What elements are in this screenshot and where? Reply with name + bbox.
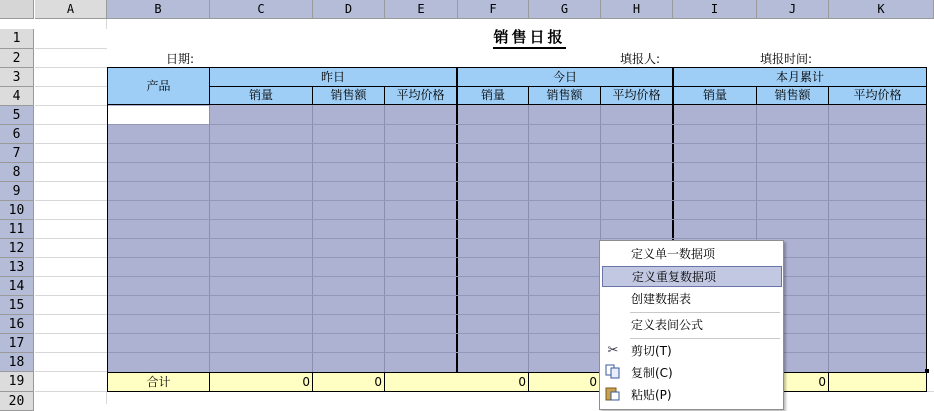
column-header-j[interactable]: J xyxy=(757,0,829,19)
row-header-14[interactable]: 14 xyxy=(0,277,34,296)
row-divider xyxy=(108,333,926,334)
month-qty-header: 销量 xyxy=(702,88,727,102)
context-menu xyxy=(599,240,784,410)
select-all-corner[interactable] xyxy=(0,0,34,19)
row-header-13[interactable]: 13 xyxy=(0,258,34,277)
gridline xyxy=(35,67,107,68)
row-header-20[interactable]: 20 xyxy=(0,392,34,411)
column-header-f[interactable]: F xyxy=(458,0,529,19)
row-divider xyxy=(108,314,926,315)
row-header-3[interactable]: 3 xyxy=(0,68,34,87)
gridline xyxy=(35,295,107,296)
total-today-amount: 0 xyxy=(589,375,597,389)
gridline xyxy=(35,143,107,144)
row-divider xyxy=(108,295,926,296)
row-header-8[interactable]: 8 xyxy=(0,163,34,182)
yesterday-avg-header: 平均价格 xyxy=(396,88,445,102)
month-avg-header: 平均价格 xyxy=(853,88,902,102)
menu-item-paste[interactable]: 粘贴(P) xyxy=(631,388,672,402)
gridline xyxy=(35,238,107,239)
total-today-qty: 0 xyxy=(518,375,526,389)
total-month-amount: 0 xyxy=(818,375,826,389)
gridline xyxy=(35,48,107,49)
row-header-4[interactable]: 4 xyxy=(0,87,34,106)
gridline xyxy=(35,124,107,125)
row-header-6[interactable]: 6 xyxy=(0,125,34,144)
menu-item-define-single-data[interactable]: 定义单一数据项 xyxy=(631,247,716,261)
today-group-header: 今日 xyxy=(552,70,577,84)
total-yesterday-qty: 0 xyxy=(302,375,310,389)
total-row-bottom-border xyxy=(107,391,927,392)
menu-item-create-data-table[interactable]: 创建数据表 xyxy=(631,292,692,306)
column-header-h[interactable]: H xyxy=(601,0,673,19)
row-header-1[interactable]: 1 xyxy=(0,29,34,49)
yesterday-qty-header: 销量 xyxy=(248,88,273,102)
product-header: 产品 xyxy=(146,79,171,93)
gridline xyxy=(106,392,107,404)
row-divider xyxy=(108,352,926,353)
row-header-5[interactable]: 5 xyxy=(0,106,34,125)
menu-item-cut[interactable]: 剪切(T) xyxy=(631,344,672,358)
row-header-18[interactable]: 18 xyxy=(0,353,34,372)
column-header-d[interactable]: D xyxy=(313,0,385,19)
month-group-header: 本月累计 xyxy=(775,70,824,84)
menu-item-define-inter-table-formula[interactable]: 定义表间公式 xyxy=(631,318,704,332)
total-label: 合计 xyxy=(146,375,171,389)
column-header-k[interactable]: K xyxy=(829,0,934,19)
row-header-7[interactable]: 7 xyxy=(0,144,34,163)
table-border-right xyxy=(926,67,927,392)
filler-label: 填报人: xyxy=(620,52,661,66)
row-divider xyxy=(108,181,926,182)
row-header-17[interactable]: 17 xyxy=(0,334,34,353)
gridline xyxy=(35,86,107,87)
report-title-text: 销售日报 xyxy=(493,28,565,49)
gridline xyxy=(35,200,107,201)
row-divider xyxy=(108,200,926,201)
column-header-b[interactable]: B xyxy=(107,0,210,19)
fill-time-label: 填报时间: xyxy=(760,52,813,66)
total-yesterday-amount: 0 xyxy=(374,375,382,389)
menu-separator xyxy=(630,338,780,339)
row-divider xyxy=(108,143,926,144)
row-header-9[interactable]: 9 xyxy=(0,182,34,201)
row-header-16[interactable]: 16 xyxy=(0,315,34,334)
gridline xyxy=(35,333,107,334)
active-cell-b5[interactable] xyxy=(108,106,209,124)
row-divider xyxy=(108,257,926,258)
gridline xyxy=(35,181,107,182)
gridline xyxy=(35,219,107,220)
gridline xyxy=(35,105,107,106)
row-divider xyxy=(108,219,926,220)
row-header-15[interactable]: 15 xyxy=(0,296,34,315)
column-header-g[interactable]: G xyxy=(529,0,601,19)
gridline xyxy=(35,371,107,372)
gridline xyxy=(35,352,107,353)
row-header-10[interactable]: 10 xyxy=(0,201,34,220)
total-divider xyxy=(384,373,385,391)
gridline xyxy=(35,257,107,258)
row-header-2[interactable]: 2 xyxy=(0,49,34,68)
copy-icon xyxy=(603,363,623,383)
column-header-i[interactable]: I xyxy=(673,0,757,19)
menu-separator xyxy=(630,312,780,313)
scissors-icon: ✂ xyxy=(607,343,619,358)
row-divider xyxy=(108,162,926,163)
row-divider xyxy=(108,124,926,125)
column-header-a[interactable]: A xyxy=(35,0,107,19)
gridline xyxy=(35,276,107,277)
gridline xyxy=(35,162,107,163)
row-header-19[interactable]: 19 xyxy=(0,372,34,392)
yesterday-group-header: 昨日 xyxy=(320,70,345,84)
gridline xyxy=(106,19,107,29)
yesterday-amount-header: 销售额 xyxy=(330,88,367,102)
report-title xyxy=(458,27,601,49)
paste-icon xyxy=(603,385,623,405)
row-header-12[interactable]: 12 xyxy=(0,239,34,258)
row-divider xyxy=(108,276,926,277)
row-header-11[interactable]: 11 xyxy=(0,220,34,239)
today-amount-header: 销售额 xyxy=(546,88,583,102)
row-divider xyxy=(108,238,926,239)
month-amount-header: 销售额 xyxy=(774,88,811,102)
menu-item-copy[interactable]: 复制(C) xyxy=(631,366,673,380)
menu-item-define-repeat-data[interactable]: 定义重复数据项 xyxy=(602,266,782,287)
total-divider xyxy=(828,373,829,391)
gridline xyxy=(35,314,107,315)
today-avg-header: 平均价格 xyxy=(612,88,661,102)
today-qty-header: 销量 xyxy=(480,88,505,102)
column-header-e[interactable]: E xyxy=(385,0,458,19)
date-label: 日期: xyxy=(166,52,195,66)
fill-handle[interactable] xyxy=(925,369,929,373)
column-header-c[interactable]: C xyxy=(210,0,313,19)
